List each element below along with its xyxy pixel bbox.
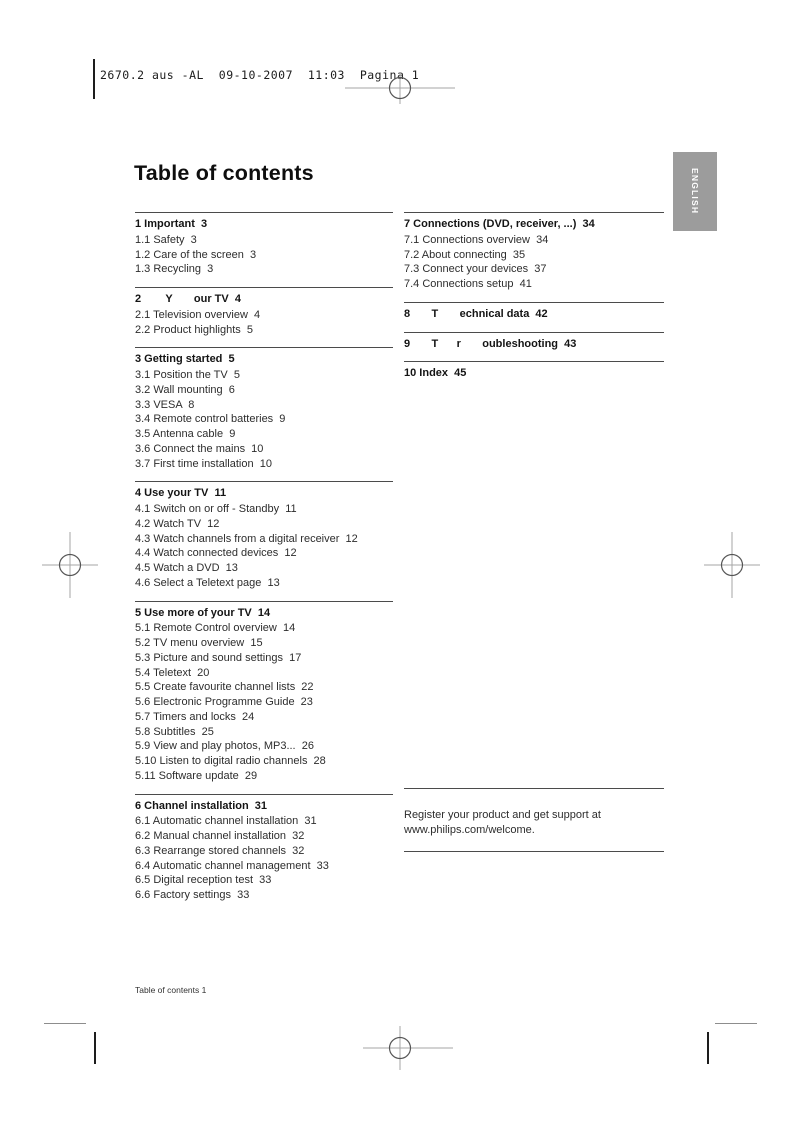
toc-item: 5.2 TV menu overview 15 xyxy=(135,637,263,649)
toc-item: 6.2 Manual channel installation 32 xyxy=(135,830,305,842)
toc-section xyxy=(404,361,664,381)
language-tab: ENGLISH xyxy=(673,152,717,231)
toc-section xyxy=(135,794,393,903)
toc-section-heading: 10 Index 45 xyxy=(404,367,467,380)
trim-mark-bottom-left xyxy=(94,1032,96,1064)
toc-section xyxy=(135,287,393,337)
toc-item: 7.2 About connecting 35 xyxy=(404,248,526,261)
toc-item: 4.3 Watch channels from a digital receiver 12 xyxy=(135,532,358,545)
toc-item: 3.6 Connect the mains 10 xyxy=(135,442,264,455)
toc-item: 1.3 Recycling 3 xyxy=(135,263,214,276)
toc-item: 7.1 Connections overview 34 xyxy=(404,233,549,246)
toc-item: 6.6 Factory settings 33 xyxy=(135,889,250,901)
toc-item: 5.9 View and play photos, MP3... 26 xyxy=(135,740,314,753)
toc-item: 1.2 Care of the screen 3 xyxy=(135,248,257,261)
toc-item: 6.4 Automatic channel management 33 xyxy=(135,859,329,872)
toc-section-heading: 4 Use your TV 11 xyxy=(135,487,227,500)
toc-item: 3.4 Remote control batteries 9 xyxy=(135,413,286,426)
registration-mark-icon xyxy=(42,532,100,598)
toc-item: 1.1 Safety 3 xyxy=(135,233,197,246)
toc-item: 5.10 Listen to digital radio channels 28 xyxy=(135,755,326,767)
toc-section xyxy=(135,601,393,784)
toc-right-column xyxy=(404,212,664,391)
toc-item: 4.4 Watch connected devices 12 xyxy=(135,547,297,560)
toc-item: 5.8 Subtitles 25 xyxy=(135,725,214,738)
toc-item: 4.2 Watch TV 12 xyxy=(135,517,220,530)
toc-section xyxy=(135,212,393,277)
toc-section xyxy=(404,302,664,322)
register-note xyxy=(404,788,664,852)
toc-item: 2.1 Television overview 4 xyxy=(135,308,261,321)
toc-item: 6.3 Rearrange stored channels 32 xyxy=(135,844,305,857)
toc-item: 3.2 Wall mounting 6 xyxy=(135,383,235,396)
toc-item: 5.5 Create favourite channel lists 22 xyxy=(135,681,314,694)
toc-item: 5.1 Remote Control overview 14 xyxy=(135,622,296,635)
registration-mark-icon xyxy=(363,1026,453,1070)
registration-mark-icon xyxy=(702,532,760,598)
toc-section-heading: 1 Important 3 xyxy=(135,218,208,230)
toc-item: 6.1 Automatic channel installation 31 xyxy=(135,815,317,828)
toc-section xyxy=(135,347,393,471)
register-line1: Register your product and get support at xyxy=(404,809,601,821)
toc-item: 5.6 Electronic Programme Guide 23 xyxy=(135,696,313,708)
toc-section-heading: 5 Use more of your TV 14 xyxy=(135,606,271,619)
toc-section-heading: 6 Channel installation 31 xyxy=(135,799,268,812)
toc-section xyxy=(404,212,664,292)
toc-item: 3.5 Antenna cable 9 xyxy=(135,428,236,440)
print-header-text: 2670.2 aus -AL 09-10-2007 11:03 Pagina 1 xyxy=(100,68,420,82)
trim-mark-bottom-right-horizontal xyxy=(715,1023,757,1024)
registration-mark-icon xyxy=(345,70,455,106)
toc-item: 7.3 Connect your devices 37 xyxy=(404,263,547,276)
toc-item: 5.3 Picture and sound settings 17 xyxy=(135,651,302,664)
toc-section xyxy=(135,481,393,590)
register-line2: www.philips.com/welcome. xyxy=(404,823,535,836)
toc-item: 5.7 Timers and locks 24 xyxy=(135,710,255,723)
toc-section-heading: 7 Connections (DVD, receiver, ...) 34 xyxy=(404,218,595,230)
toc-item: 7.4 Connections setup 41 xyxy=(404,278,532,290)
page-title: Table of contents xyxy=(134,161,314,185)
toc-section-heading: 2 Y our TV 4 xyxy=(135,293,241,305)
toc-item: 4.5 Watch a DVD 13 xyxy=(135,562,238,574)
toc-item: 4.6 Select a Teletext page 13 xyxy=(135,576,280,589)
toc-item: 3.1 Position the TV 5 xyxy=(135,369,240,381)
trim-mark-bottom-right xyxy=(707,1032,709,1064)
toc-item: 5.11 Software update 29 xyxy=(135,769,258,782)
toc-item: 3.7 First time installation 10 xyxy=(135,457,272,470)
toc-item: 2.2 Product highlights 5 xyxy=(135,323,254,336)
toc-section-heading: 8 T echnical data 42 xyxy=(404,307,548,320)
toc-item: 3.3 VESA 8 xyxy=(135,398,195,411)
toc-item: 5.4 Teletext 20 xyxy=(135,666,210,679)
toc-section-heading: 9 T r oubleshooting 43 xyxy=(404,337,577,350)
toc-left-column xyxy=(135,212,393,913)
toc-item: 6.5 Digital reception test 33 xyxy=(135,874,272,887)
trim-mark-top-left xyxy=(93,59,95,99)
trim-mark-bottom-left-horizontal xyxy=(44,1023,86,1024)
toc-item: 4.1 Switch on or off - Standby 11 xyxy=(135,503,297,515)
toc-section xyxy=(404,332,664,352)
page-footer: Table of contents 1 xyxy=(135,985,207,995)
toc-section-heading: 3 Getting started 5 xyxy=(135,353,235,366)
